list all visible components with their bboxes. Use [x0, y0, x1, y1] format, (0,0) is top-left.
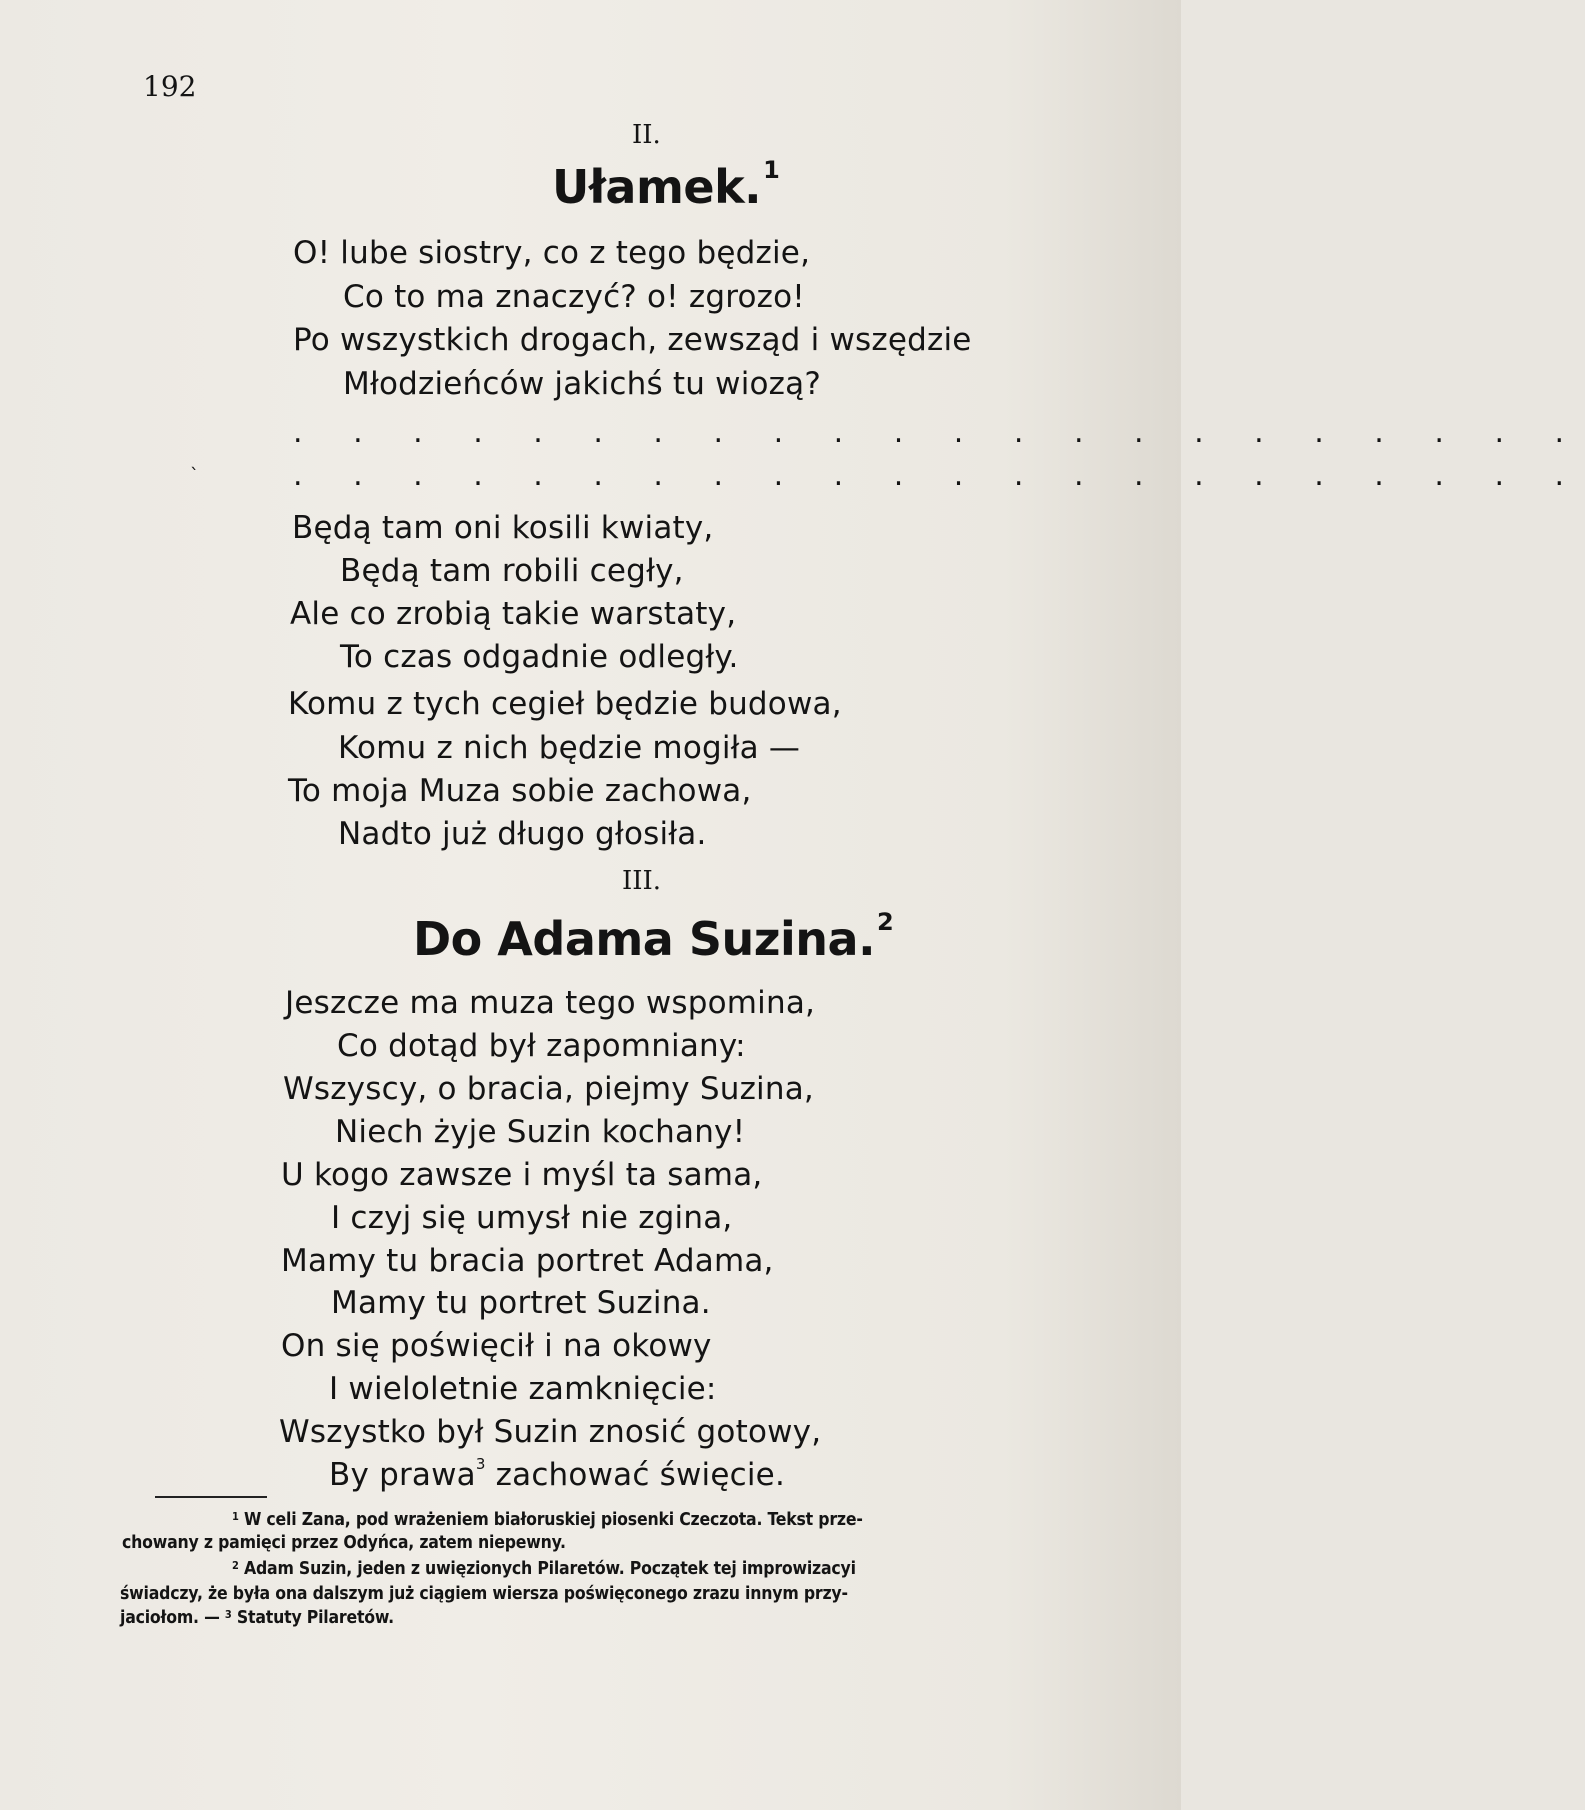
footnote-2: $^2$ Adam Suzin, jeden z uwięzionych Pilaretów. Początek tej improwizacyi — [232, 1559, 856, 1579]
verse-line: To czas odgadnie odległy. — [340, 639, 739, 675]
section-numeral-ii: II. — [632, 120, 661, 150]
footnote-2-cont: świadczy, że była ona dalszym już ciągiem wiersza poświęconego zrazu innym przy- — [120, 1584, 848, 1604]
verse-line: Wszyscy, o bracia, piejmy Suzina, — [283, 1071, 814, 1107]
footnote-separator — [155, 1496, 267, 1498]
ellipsis-row: . . . . . . . . . . . . . . . . . . . . . . — [293, 458, 1585, 493]
verse-line: Nadto już długo głosiła. — [338, 816, 707, 852]
footnote-1-cont: chowany z pamięci przez Odyńca, zatem niepewny. — [122, 1533, 566, 1553]
verse-line: Wszystko był Suzin znosić gotowy, — [279, 1414, 822, 1450]
verse-line: Jeszcze ma muza tego wspomina, — [285, 985, 816, 1021]
verse-line: Mamy tu portret Suzina. — [331, 1285, 711, 1321]
footnote-ref: 3 — [475, 1455, 486, 1473]
verse-line: To moja Muza sobie zachowa, — [288, 773, 752, 809]
footnote-2-3: jaciołom. — $^3$ Statuty Pilaretów. — [120, 1608, 394, 1628]
verse-line: Po wszystkich drogach, zewsząd i wszędzie — [293, 322, 972, 358]
verse-line: Będą tam robili cegły, — [340, 553, 684, 589]
verse-line: I czyj się umysł nie zgina, — [331, 1200, 733, 1236]
verse-line: Młodzieńców jakichś tu wiozą? — [343, 366, 822, 402]
ellipsis-row: . . . . . . . . . . . . . . . . . . . . . . — [293, 415, 1585, 450]
verse-line: O! lube siostry, co z tego będzie, — [293, 235, 811, 271]
verse-line: Komu z tych cegieł będzie budowa, — [288, 686, 842, 722]
footnote-ref: 2 — [877, 908, 894, 936]
verse-line: Mamy tu bracia portret Adama, — [281, 1243, 774, 1279]
page-number: 192 — [143, 70, 197, 103]
verse-line: On się poświęcił i na okowy — [281, 1328, 712, 1364]
verse-line: U kogo zawsze i myśl ta sama, — [281, 1157, 763, 1193]
verse-line: Co dotąd był zapomniany: — [337, 1028, 746, 1064]
verse-line: Co to ma znaczyć? o! zgrozo! — [343, 279, 805, 315]
footnote-ref: 1 — [763, 156, 780, 184]
stray-mark: ` — [190, 465, 199, 486]
verse-line: Będą tam oni kosili kwiaty, — [292, 510, 714, 546]
verse-line: I wieloletnie zamknięcie: — [329, 1371, 717, 1407]
verse-line: By prawa$^3$ zachować święcie. — [329, 1455, 785, 1493]
poem-title-do-adama-suzina: Do Adama Suzina.$^2$ — [413, 908, 894, 966]
poem-title-ulamek: Ułamek.$^1$ — [552, 156, 780, 214]
footnote-1: $^1$ W celi Zana, pod wrażeniem białoruskiej piosenki Czeczota. Tekst prze- — [232, 1510, 863, 1530]
verse-line: Komu z nich będzie mogiła — — [338, 730, 801, 766]
verse-line: Ale co zrobią takie warstaty, — [290, 596, 737, 632]
section-numeral-iii: III. — [622, 866, 662, 896]
verse-line: Niech żyje Suzin kochany! — [335, 1114, 746, 1150]
